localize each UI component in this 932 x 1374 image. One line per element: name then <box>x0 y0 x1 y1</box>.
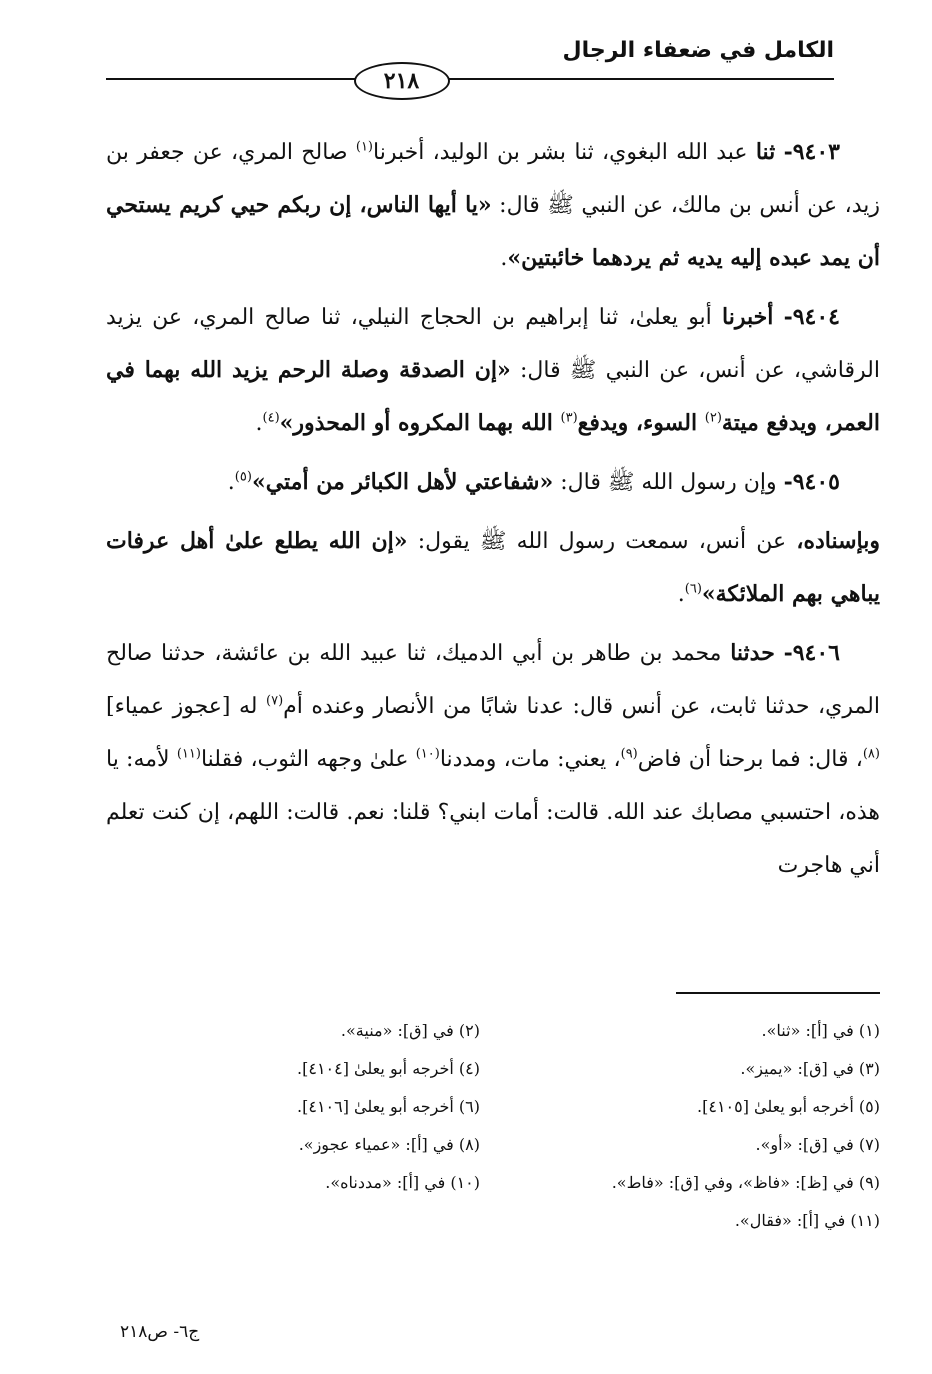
hadith-number: ٩٤٠٦- <box>783 640 840 666</box>
footnote-ref[interactable]: (١٠) <box>415 746 440 762</box>
hadith-quote: «إن الله يطلع علىٰ أهل عرفات يباهي بهم الملائكة» <box>106 528 880 607</box>
isnad-text: وإن رسول الله ﷺ قال: <box>553 470 784 495</box>
hadith-9406 <box>106 627 880 892</box>
footnote-ref[interactable]: (٩) <box>620 746 638 762</box>
footnote-ref[interactable]: (٧) <box>266 693 284 709</box>
footnote-ref[interactable]: (٥) <box>234 469 252 485</box>
hadith-quote: الله بهما المكروه أو المحذور» <box>279 410 561 436</box>
page-number-badge: ٢١٨ <box>354 62 450 100</box>
isnad-text: عن أنس، سمعت رسول الله ﷺ يقول: <box>407 529 797 554</box>
narrative-text: ، قال: فما برحنا أن فاض <box>637 747 863 772</box>
hadith-number: ٩٤٠٥- <box>783 469 840 495</box>
hadith-quote: السوء، ويدفع <box>577 410 705 436</box>
hadith-quote: «شفاعتي لأهل الكبائر من أمتي» <box>251 469 554 495</box>
hadith-continuation <box>106 515 880 621</box>
isnad-text: محمد بن طاهر بن أبي الدميك، ثنا عبيد الله بن عائشة، حدثنا صالح المري، حدثنا ثابت، عن أنس قال: عدنا شابًا من الأنصار وعنده أم <box>106 641 880 719</box>
footnote-3: (٣) في [ق]: «يميز». <box>740 1059 880 1078</box>
isnad-text: أبو يعلىٰ، ثنا إبراهيم بن الحجاج النيلي، ثنا صالح المري، عن يزيد الرقاشي، عن أنس، عن النبي ﷺ قال: <box>106 305 880 383</box>
end-punct: . <box>255 411 263 436</box>
footnote-1: (١) في [أ]: «ثنا». <box>761 1021 880 1040</box>
hadith-number: ٩٤٠٤- <box>783 304 840 330</box>
footnote-ref[interactable]: (١) <box>355 139 373 155</box>
narrative-text: له [عجوز عمياء] <box>106 694 266 719</box>
footnote-ref[interactable]: (١١) <box>176 746 201 762</box>
end-punct: . <box>227 470 235 495</box>
isnad-text: صالح المري، عن جعفر بن زيد، عن أنس بن مالك، عن النبي ﷺ قال: <box>106 140 880 218</box>
narration-lead: حدثنا <box>730 640 775 666</box>
page-header <box>106 22 834 102</box>
narrative-text: ، يعني: مات، ومددنا <box>439 747 621 772</box>
footnote-separator <box>676 992 880 994</box>
footnote-ref[interactable]: (٤) <box>262 410 280 426</box>
footnote-11: (١١) في [أ]: «فقال». <box>734 1211 880 1230</box>
hadith-9405 <box>106 456 880 509</box>
footnote-5: (٥) أخرجه أبو يعلىٰ [٤١٠٥]. <box>697 1097 880 1116</box>
book-title: الكامل في ضعفاء الرجال <box>562 38 834 63</box>
footnote-ref[interactable]: (٢) <box>704 410 722 426</box>
isnad-text: عبد الله البغوي، ثنا بشر بن الوليد، أخبرنا <box>373 140 756 165</box>
end-punct: . <box>500 246 508 271</box>
narration-lead: وبإسناده، <box>796 528 880 554</box>
header-rule <box>106 78 834 80</box>
footnote-ref[interactable]: (٣) <box>560 410 578 426</box>
hadith-number: ٩٤٠٣- <box>783 139 840 165</box>
narrative-text: علىٰ وجهه الثوب، فقلنا <box>200 747 416 772</box>
footnote-ref[interactable]: (٨) <box>862 746 880 762</box>
main-text <box>106 126 880 898</box>
footnote-ref[interactable]: (٦) <box>684 581 702 597</box>
footnotes <box>100 1012 880 1240</box>
footnote-6: (٦) أخرجه أبو يعلىٰ [٤١٠٦]. <box>297 1097 480 1116</box>
footnote-10: (١٠) في [أ]: «مددناه». <box>325 1173 480 1192</box>
hadith-9404 <box>106 291 880 450</box>
footnote-2: (٢) في [ق]: «منية». <box>340 1021 480 1040</box>
footnote-8: (٨) في [أ]: «عمياء عجوز». <box>298 1135 480 1154</box>
hadith-quote: «يا أيها الناس، إن ربكم حيي كريم يستحي أن يمد عبده إليه يديه ثم يردهما خائبتين» <box>106 192 880 271</box>
hadith-9403 <box>106 126 880 285</box>
footnote-4: (٤) أخرجه أبو يعلىٰ [٤١٠٤]. <box>297 1059 480 1078</box>
footnote-9: (٩) في [ظ]: «فاظ»، وفي [ق]: «فاط». <box>611 1173 880 1192</box>
volume-page-reference: ج٦- ص٢١٨ <box>120 1322 200 1342</box>
narration-lead: ثنا <box>755 139 776 165</box>
narration-lead: أخبرنا <box>722 304 774 330</box>
footnote-7: (٧) في [ق]: «أو». <box>755 1135 880 1154</box>
end-punct: . <box>677 582 685 607</box>
narrative-text: لأمه: يا هذه، احتسبي مصابك عند الله. قالت: أمات ابني؟ قلنا: نعم. قالت: اللهم، إن كنت تعلم أني هاجرت <box>106 747 880 878</box>
hadith-quote: «إن الصدقة وصلة الرحم يزيد الله بهما في العمر، ويدفع ميتة <box>106 357 880 436</box>
